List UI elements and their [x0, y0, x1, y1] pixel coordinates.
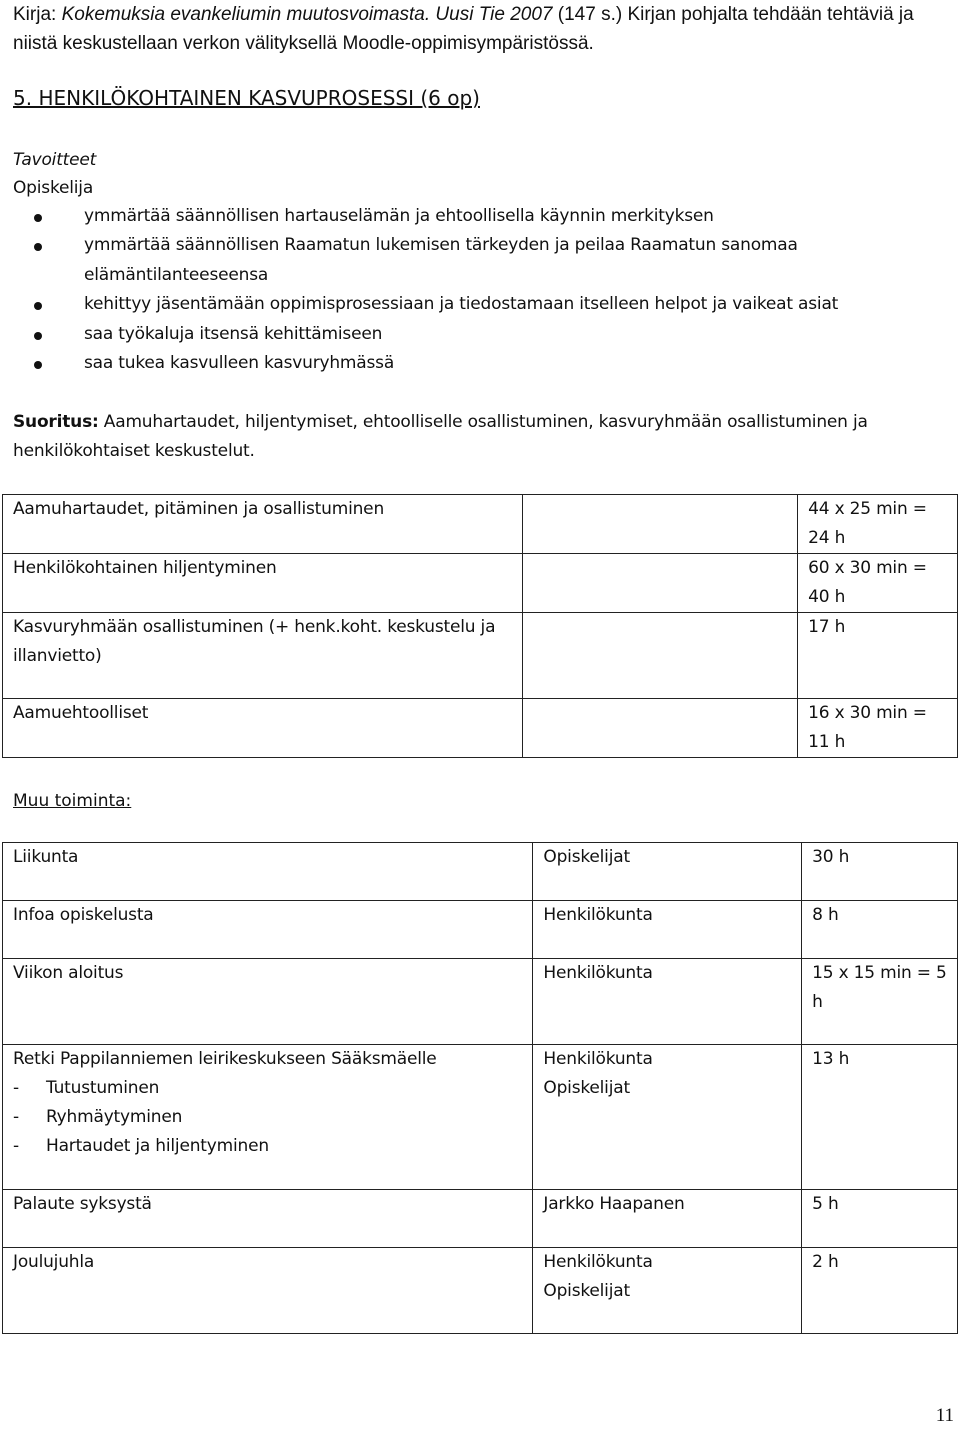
table-row: [3, 901, 958, 959]
goals-list: [0, 202, 950, 378]
other-who-cell: Henkilökunta Opiskelijat: [533, 1045, 802, 1190]
table-row: [3, 843, 958, 901]
goal-text: ymmärtää säännöllisen hartauselämän ja ehtoollisella käynnin merkityksen: [84, 206, 714, 226]
page-number: 11: [935, 1405, 954, 1426]
other-name-cell: Joulujuhla: [3, 1248, 533, 1334]
other-time-cell: 8 h: [802, 901, 958, 959]
table-row: [3, 1190, 958, 1248]
other-time-cell: 5 h: [802, 1190, 958, 1248]
trip-subitems: [13, 1074, 522, 1161]
goal-item: [0, 231, 950, 290]
other-who-cell: Opiskelijat: [533, 843, 802, 901]
table-row: [3, 959, 958, 1045]
other-time-cell: 13 h: [802, 1045, 958, 1190]
goal-item: [0, 202, 950, 231]
other-time-cell: 30 h: [802, 843, 958, 901]
goal-item: [0, 290, 950, 319]
list-item: - Hartaudet ja hiljentyminen: [13, 1132, 522, 1161]
goal-text: saa työkaluja itsensä kehittämiseen: [84, 323, 383, 344]
activity-time-cell: 17 h: [798, 613, 958, 699]
other-name-cell: [3, 1045, 533, 1190]
table-row: [3, 1248, 958, 1334]
bullet-icon: [34, 361, 42, 369]
other-name-cell: Palaute syksystä: [3, 1190, 533, 1248]
intro-paragraph: [13, 0, 948, 58]
other-name-cell: Viikon aloitus: [3, 959, 533, 1045]
list-item: - Tutustuminen: [13, 1074, 522, 1103]
activity-name-cell: Henkilökohtainen hiljentyminen: [3, 554, 523, 613]
other-name-cell: Infoa opiskelusta: [3, 901, 533, 959]
table-row: [3, 699, 958, 758]
activity-time-cell: 60 x 30 min = 40 h: [798, 554, 958, 613]
activity-name-cell: Aamuehtoolliset: [3, 699, 523, 758]
other-activities-table: [2, 842, 958, 1334]
activity-note-cell: [522, 495, 798, 554]
activity-time-cell: 44 x 25 min = 24 h: [798, 495, 958, 554]
bullet-icon: [34, 332, 42, 340]
table-row: [3, 1045, 958, 1190]
activity-name-cell: Kasvuryhmään osallistuminen (+ henk.koht. keskustelu ja illanvietto): [3, 613, 523, 699]
list-item: - Ryhmäytyminen: [13, 1103, 522, 1132]
goals-heading: Tavoitteet: [13, 150, 97, 170]
other-who-cell: Jarkko Haapanen: [533, 1190, 802, 1248]
goal-item: [0, 349, 950, 378]
trip-title: Retki Pappilanniemen leirikeskukseen Sääksmäelle: [13, 1049, 437, 1069]
intro-prefix: Kirja:: [13, 4, 62, 25]
book-title: Kokemuksia evankeliumin muutosvoimasta. Uusi Tie 2007: [61, 4, 553, 25]
goal-text: saa tukea kasvulleen kasvuryhmässä: [84, 353, 395, 374]
suoritus-paragraph: [13, 408, 933, 467]
other-time-cell: 2 h: [802, 1248, 958, 1334]
other-name-cell: Liikunta: [3, 843, 533, 901]
suoritus-text: Aamuhartaudet, hiljentymiset, ehtoolliselle osallistuminen, kasvuryhmään osallistuminen ja henkilökohtaiset keskustelut.: [13, 412, 868, 462]
bullet-icon: [34, 214, 42, 222]
activity-name-cell: Aamuhartaudet, pitäminen ja osallistuminen: [3, 495, 523, 554]
table-row: [3, 495, 958, 554]
goal-item: [0, 320, 950, 349]
other-who-cell: Henkilökunta Opiskelijat: [533, 1248, 802, 1334]
section-title: 5. HENKILÖKOHTAINEN KASVUPROSESSI (6 op): [13, 86, 480, 110]
other-who-cell: Henkilökunta: [533, 959, 802, 1045]
bullet-icon: [34, 302, 42, 310]
table-row: [3, 554, 958, 613]
bullet-icon: [34, 243, 42, 251]
intro-suffix: (147 s.) Kirjan pohjalta tehdään tehtäviä ja niistä keskustellaan verkon välityksellä Moodle-oppimisympäristössä.: [13, 4, 914, 54]
activity-note-cell: [522, 699, 798, 758]
other-time-cell: 15 x 15 min = 5 h: [802, 959, 958, 1045]
activity-time-cell: 16 x 30 min = 11 h: [798, 699, 958, 758]
goals-subject: Opiskelija: [13, 178, 94, 198]
goal-text: ymmärtää säännöllisen Raamatun lukemisen tärkeyden ja peilaa Raamatun sanomaa elämäntilanteeseensa: [84, 235, 798, 285]
goal-text: kehittyy jäsentämään oppimisprosessiaan ja tiedostamaan itselleen helpot ja vaikeat asiat: [84, 294, 839, 315]
other-who-cell: Henkilökunta: [533, 901, 802, 959]
activities-table: [2, 494, 958, 758]
activity-note-cell: [522, 613, 798, 699]
other-activities-heading: Muu toiminta:: [13, 791, 132, 811]
table-row: [3, 613, 958, 699]
activity-note-cell: [522, 554, 798, 613]
suoritus-label: Suoritus:: [13, 412, 99, 432]
